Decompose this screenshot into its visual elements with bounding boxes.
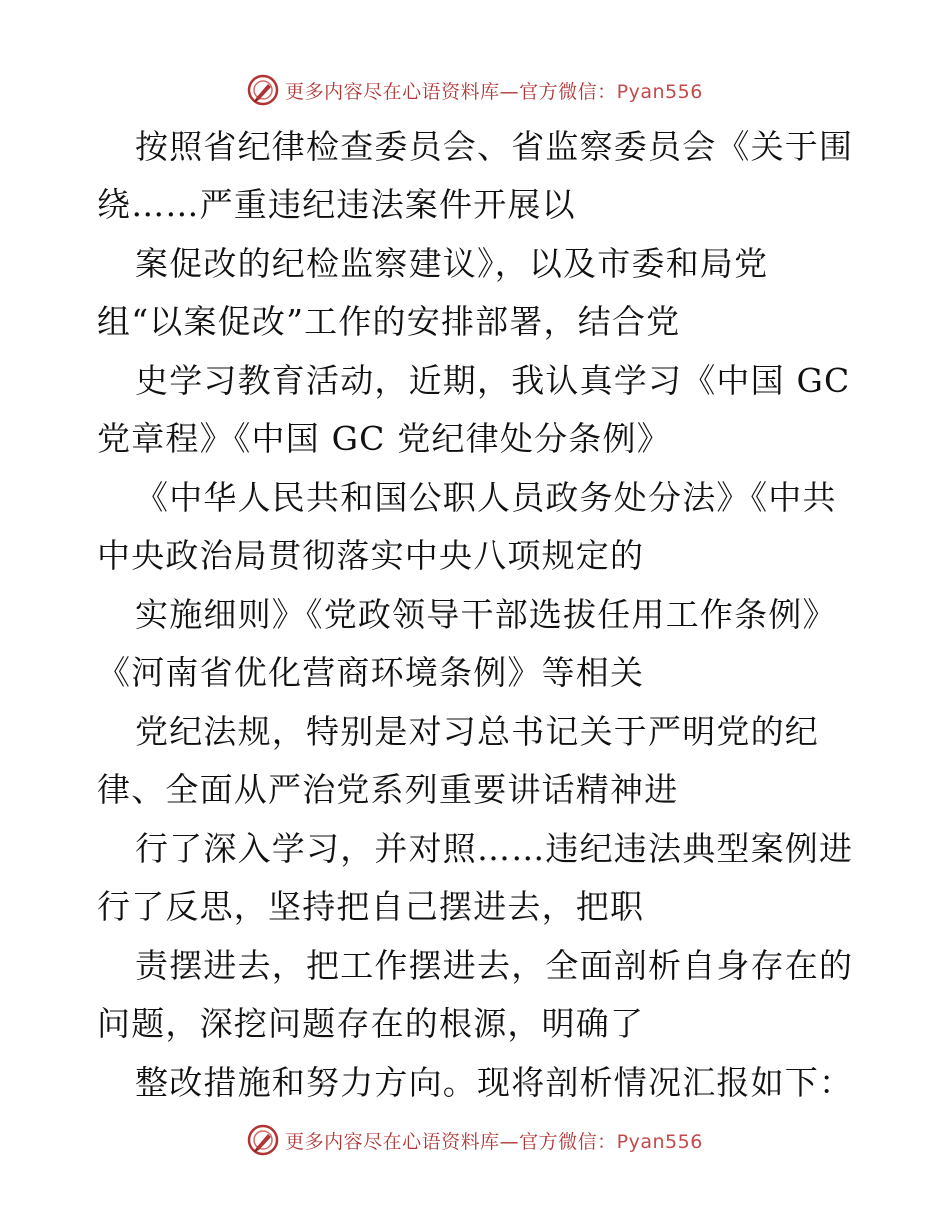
text-line: 绕……严重违纪违法案件开展以: [97, 185, 576, 224]
footer-banner-text: 更多内容尽在心语资料库—官方微信：Pyan556: [285, 1130, 703, 1153]
footer-banner: [0, 1120, 950, 1160]
text-line: 史学习教育活动，近期，我认真学习《中国 GC: [135, 361, 851, 400]
text-line: 整改措施和努力方向。现将剖析情况汇报如下：: [135, 1063, 854, 1102]
pen-logo-icon: [247, 74, 279, 106]
text-line: 按照省纪律检查委员会、省监察委员会《关于围: [135, 127, 854, 166]
text-line: 行了深入学习，并对照……违纪违法典型案例进: [135, 829, 854, 868]
text-line: 律、全面从严治党系列重要讲话精神进: [97, 770, 679, 809]
text-line: 《中华人民共和国公职人员政务处分法》《中共: [135, 478, 837, 517]
text-line: 问题，深挖问题存在的根源，明确了: [97, 1004, 645, 1043]
text-line: 《河南省优化营商环境条例》等相关: [97, 653, 645, 692]
header-banner: [0, 70, 950, 110]
text-line: 行了反思，坚持把自己摆进去，把职: [97, 887, 645, 926]
text-line: 中央政治局贯彻落实中央八项规定的: [97, 536, 645, 575]
text-line: 党章程》《中国 GC 党纪律处分条例》: [97, 419, 671, 458]
text-line: 组“以案促改”工作的安排部署，结合党: [97, 302, 681, 341]
text-line: 实施细则》《党政领导干部选拔任用工作条例》: [135, 595, 837, 634]
text-line: 党纪法规，特别是对习总书记关于严明党的纪: [135, 712, 819, 751]
text-line: 案促改的纪检监察建议》，以及市委和局党: [135, 244, 769, 283]
header-banner-text: 更多内容尽在心语资料库—官方微信：Pyan556: [285, 80, 703, 103]
pen-logo-icon: [247, 1124, 279, 1156]
text-line: 责摆进去，把工作摆进去，全面剖析自身存在的: [135, 946, 854, 985]
